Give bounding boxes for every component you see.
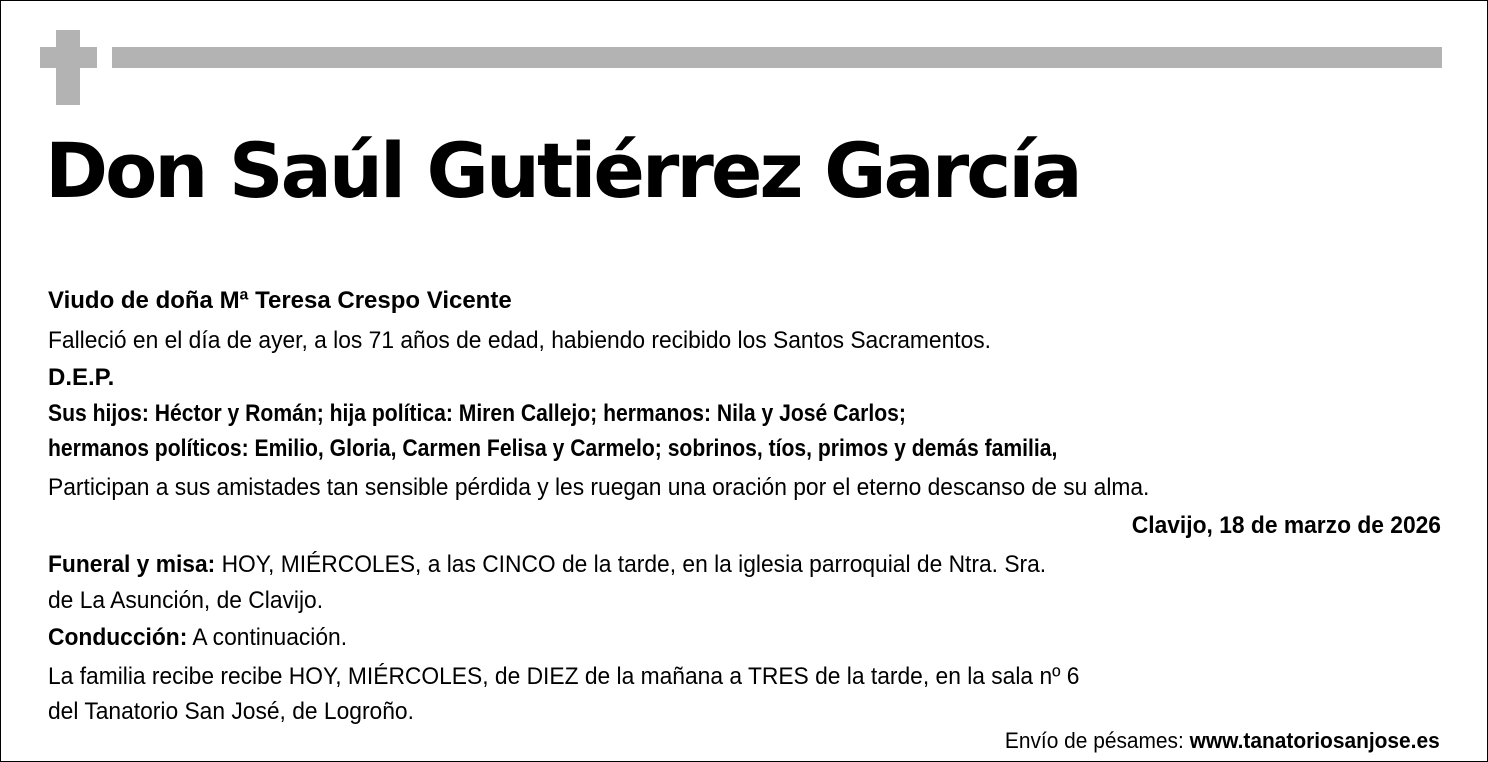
condolences-footer	[1005, 730, 1440, 752]
death-line: Falleció en el día de ayer, a los 71 años de edad, habiendo recibido los Santos Sacramentos.	[48, 327, 992, 354]
reception-line-1: La familia recibe recibe HOY, MIÉRCOLES, de DIEZ de la mañana a TRES de la tarde, en la sala nº 6	[48, 663, 1080, 690]
funeral-text-1: HOY, MIÉRCOLES, a las CINCO de la tarde, en la iglesia parroquial de Ntra. Sra.	[215, 551, 1047, 578]
conduction-label: Conducción:	[48, 624, 188, 651]
family-line-2: hermanos políticos: Emilio, Gloria, Carmen Felisa y Carmelo; sobrinos, tíos, primos y demás familia,	[48, 435, 1058, 462]
widow-line: Viudo de doña Mª Teresa Crespo Vicente	[48, 287, 512, 314]
dep-line: D.E.P.	[48, 364, 115, 391]
place-date: Clavijo, 18 de marzo de 2026	[1131, 512, 1441, 539]
conduction-text: A continuación.	[187, 624, 348, 651]
condolences-label: Envío de pésames:	[1005, 728, 1190, 753]
conduction-line	[48, 626, 1371, 650]
family-line-1: Sus hijos: Héctor y Román; hija política: Miren Callejo; hermanos: Nila y José Carlos;	[48, 400, 906, 427]
website-link[interactable]: www.tanatoriosanjose.es	[1189, 728, 1440, 753]
participation-line: Participan a sus amistades tan sensible pérdida y les ruegan una oración por el eterno descanso de su alma.	[48, 474, 1150, 501]
reception-line-2: del Tanatorio San José, de Logroño.	[48, 698, 414, 725]
header-bar	[112, 47, 1442, 68]
deceased-name: Don Saúl Gutiérrez García	[45, 126, 1080, 215]
cross-icon-arm	[40, 47, 97, 68]
funeral-label: Funeral y misa:	[48, 551, 216, 578]
funeral-line-2: de La Asunción, de Clavijo.	[48, 587, 324, 614]
funeral-line-1	[48, 553, 1371, 577]
